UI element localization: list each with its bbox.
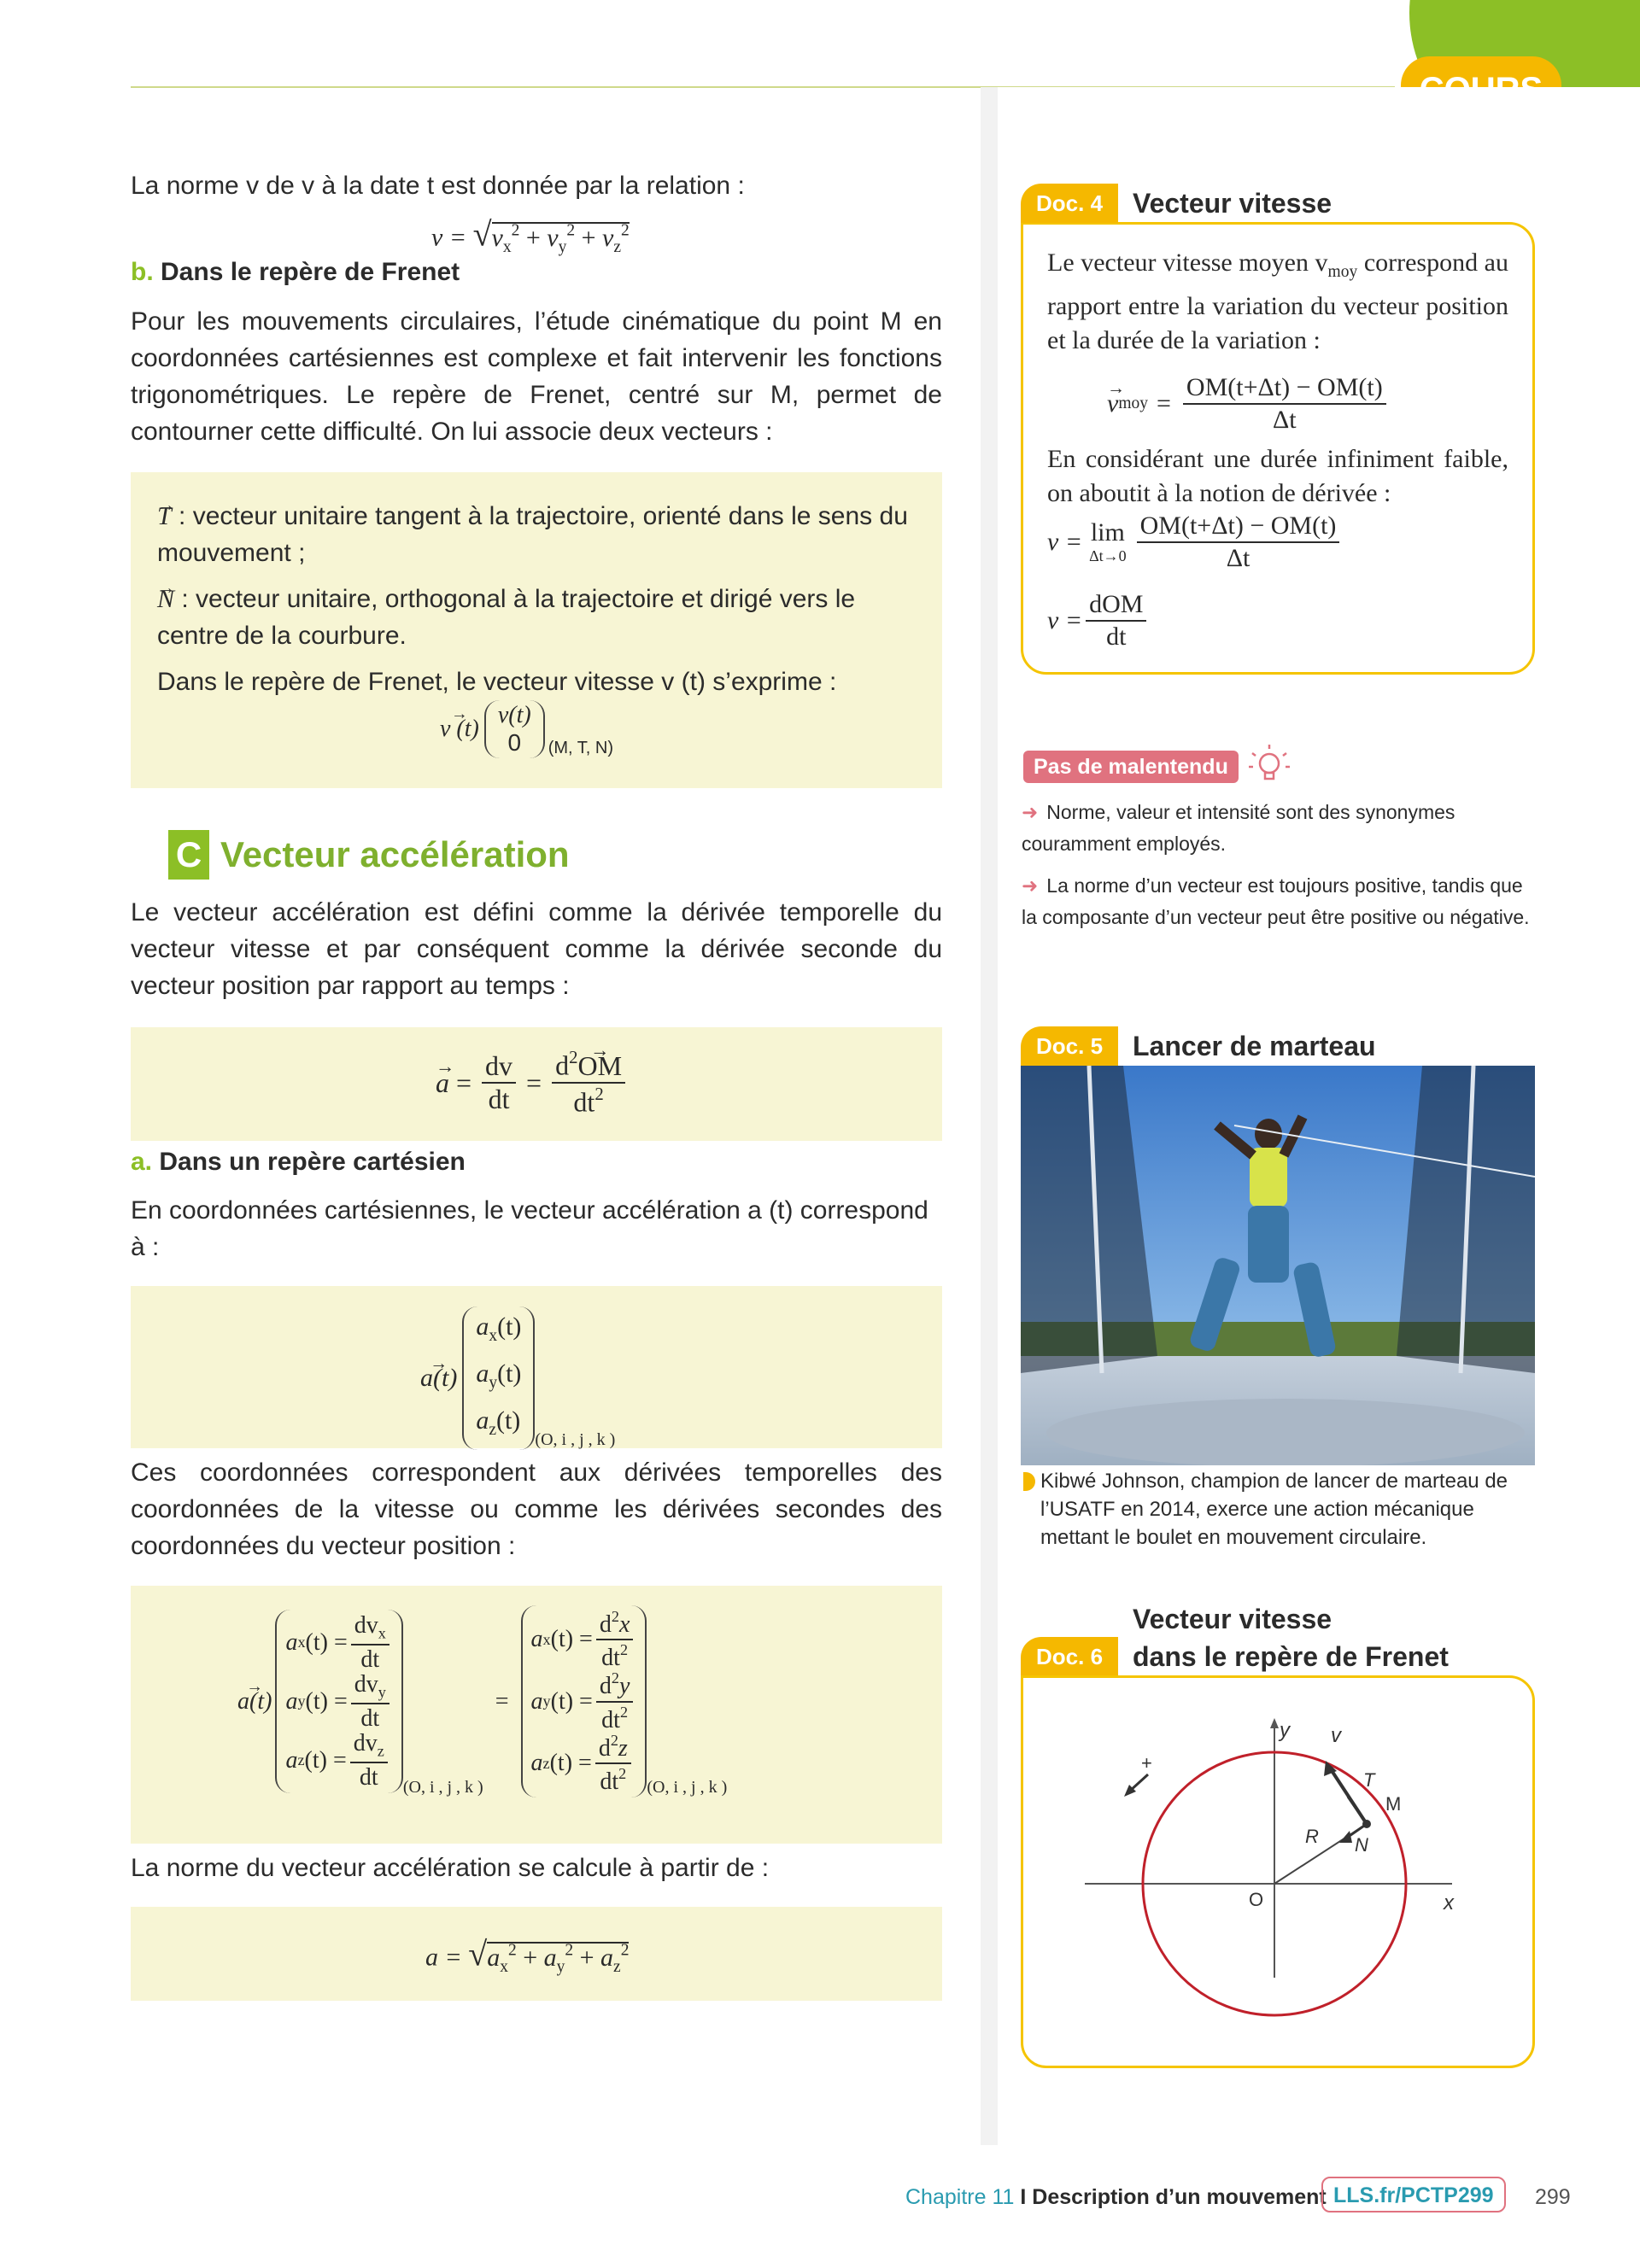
cartesian-intro: En coordonnées cartésiennes, le vecteur accélération a (t) correspond à : (131, 1196, 928, 1261)
tangent-label: T (1363, 1769, 1375, 1791)
frenet-velocity-formula: → v (t) v(t) 0 (M, T, N) (440, 700, 613, 758)
velocity-norm-formula: $v = √v_x^2 + v_y^2 + v_z^2$ (431, 214, 630, 256)
lightbulb-icon (1245, 741, 1293, 789)
subsection-a-heading: a. Dans un repère cartésien (131, 1148, 466, 1176)
acceleration-norm-intro: La norme du vecteur accélération se calcule à partir de : (131, 1854, 770, 1882)
subsection-b-heading: b. Dans le repère de Frenet (131, 258, 460, 286)
doc4-derivative-formula: v = $\frac{\text{dOM}}{dt}$ (1047, 591, 1150, 650)
acceleration-definition-formula: → a = $\frac{dv}{dt}$ = $\frac{d^2\to OM}{dt^2}$ (436, 1049, 629, 1117)
arrow-icon: ➜ (1022, 801, 1039, 823)
acceleration-norm-formula: $a = √a_x^2 + a_y^2 + a_z^2$ (425, 1934, 630, 1976)
norm-intro-text: La norme v de v à la date t est donnée par la relation : (131, 172, 745, 200)
normal-vector-definition: → N : vecteur unitaire, orthogonal à la trajectoire et dirigé vers le centre de la courbure. (157, 581, 926, 654)
doc4-limit-formula: v = lim Δt→0 $\frac{OM(t+\Delta t) - OM(t)}{\Delta t}$ (1047, 512, 1343, 571)
doc4-paragraph-2: En considérant une durée infiniment faible, on aboutit à la notion de dérivée : (1047, 445, 1508, 507)
frenet-paragraph: Pour les mouvements circulaires, l’étude cinématique du point M en coordonnées cartésiennes est complexe et fait intervenir les fonctions trigonométriques. Le repère de Frenet, centré sur M, permet de contourner cette difficulté. On lui associe deux vecteurs : (131, 307, 942, 446)
axis-x-label: x (1444, 1891, 1454, 1914)
footer-link[interactable]: LLS.fr/PCTP299 (1321, 2177, 1506, 2212)
normal-label: N (1355, 1834, 1368, 1856)
doc5-title: Lancer de marteau (1133, 1031, 1376, 1061)
derivative-intro: Ces coordonnées correspondent aux dérivées temporelles des coordonnées de la vitesse ou comme les dérivées secondes des coordonnées du vecteur position : (131, 1458, 942, 1560)
doc6-label: Doc. 6 (1021, 1637, 1118, 1676)
derivative-formula: → a(t) a x (t) = $\frac{dv_x}{dt}$ a y (t) = $\frac{dv_y}{dt}$ a z (t) = $\frac{dv_z}{dt}$ (O, i , j , k ) = a x (t) = $\frac{d^2x}{dt^2}$ a y (t) = $\frac{d^2y}{dt^2}$ a z (t) = $\frac{d^2z}{dt^2}$ (O, i , j , k ) (237, 1605, 727, 1797)
misconception-item: ➜ La norme d’un vecteur est toujours positive, tandis que la composante d’un vecteur peut être positive ou négative. (1022, 874, 1530, 928)
frenet-diagram (1068, 1699, 1512, 2049)
origin-label: O (1249, 1889, 1264, 1910)
tangent-vector-definition: → T : vecteur unitaire tangent à la trajectoire, orienté dans le sens du mouvement ; (157, 498, 926, 571)
doc6-title: Vecteur vitesse dans le repère de Frenet (1133, 1604, 1449, 1672)
acceleration-intro: Le vecteur accélération est défini comme la dérivée temporelle du vecteur vitesse et par conséquent comme la dérivée seconde du vecteur position par rapport au temps : (131, 898, 942, 1000)
arrow-icon: ➜ (1022, 874, 1039, 897)
frenet-expression-text: Dans le repère de Frenet, le vecteur vitesse v (t) s’exprime : (157, 668, 837, 696)
doc4-title: Vecteur vitesse (1133, 188, 1332, 219)
doc4-average-velocity-formula: → v moy = $\frac{OM(t+\Delta t) - OM(t)}{\Delta t}$ (1107, 374, 1390, 433)
misconception-tag: Pas de malentendu (1023, 751, 1239, 783)
page-number: 299 (1535, 2185, 1571, 2209)
axis-y-label: y (1280, 1719, 1290, 1742)
section-c-title: Vecteur accélération (220, 834, 570, 874)
cartesian-formula: → a(t) $a_x(t)$ $a_y(t)$ $a_z(t)$ (O, i , j , k ) (420, 1306, 615, 1450)
velocity-label: v (1331, 1724, 1341, 1747)
plus-label: + (1141, 1752, 1152, 1774)
section-c-letter: C (168, 830, 209, 880)
doc5-label: Doc. 5 (1021, 1026, 1118, 1066)
doc4-label: Doc. 4 (1021, 184, 1118, 223)
hammer-throw-photo (1021, 1066, 1535, 1465)
footer-chapter: Chapitre 11 I Description d’un mouvement (905, 2185, 1327, 2209)
point-m-label: M (1385, 1793, 1402, 1815)
radius-label: R (1305, 1826, 1319, 1847)
misconception-item: ➜ Norme, valeur et intensité sont des synonymes couramment employés. (1022, 801, 1456, 855)
doc4-paragraph-1: Le vecteur vitesse moyen $v_{moy}$ correspond au rapport entre la variation du vecteur position et la durée de la variation : (1047, 248, 1508, 354)
doc5-caption: Kibwé Johnson, champion de lancer de marteau de l’USATF en 2014, exerce une action mécanique mettant le boulet en mouvement circulaire. (1040, 1470, 1508, 1549)
